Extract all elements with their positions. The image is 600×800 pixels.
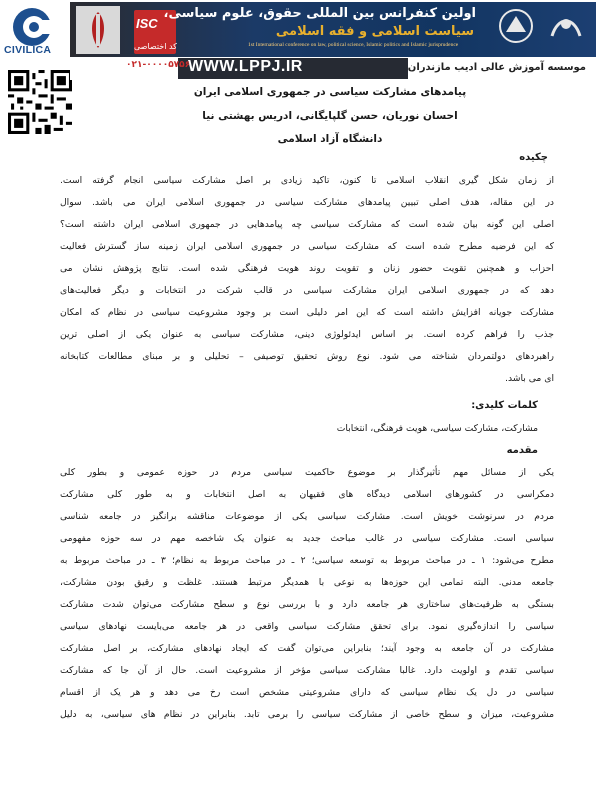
keywords-text: مشارکت، مشارکت سیاسی، هویت فرهنگی، انتخابات	[336, 423, 538, 434]
conference-title-english: 1st International conference on law, political science, Islamic politics and Islamic jurisprudence	[248, 42, 459, 48]
university-emblem-icon	[494, 6, 538, 50]
institute-emblem-icon	[544, 6, 588, 50]
intro-heading: مقدمه	[506, 445, 538, 456]
intro-line: سیاسی در دل یک نظام سیاسی که دارای مشروعیتی مشخص است رخ می دهد و هر یک از اقسام	[60, 687, 554, 698]
intro-line: سیاسی است. مشارکت سیاسی در غالب مباحث جدید به عنوان یک شاخصه مهم در سه حوزه مفهومی	[60, 533, 554, 544]
abstract-line: راهبردهای دولتمردان شناخته می شود. نوع روش تحقیق توصیفی – تحلیلی و بر مبنای مطالعات کتابخانه	[60, 351, 554, 362]
conference-title-line2: سیاست اسلامی و فقه اسلامی	[275, 24, 474, 39]
abstract-line: در این مقاله، هدف اصلی تبیین پیامدهای مشارکت سیاسی در جمهوری اسلامی ایران می باشد. سوال	[60, 197, 554, 208]
abstract-line: احزاب و همچنین تقویت حضور زنان و تقویت روند هویت فرهنگی شده است. نتایج پژوهش نشان می	[60, 263, 554, 274]
intro-line: دمکراسی در کشورهای اسلامی دیدگاه های فقیهان به اصل انتخابات و به طور کلی مشارکت	[60, 489, 554, 500]
intro-line: مشروعیت، میزان و سطح خاصی از مشارکت سیاسی را برمی تابد. بنابراین در نظام های سیاسی، به دلیل	[60, 709, 554, 720]
conference-url[interactable]: WWW.LPPJ.IR	[188, 58, 303, 75]
paper-affiliation: دانشگاه آزاد اسلامی	[277, 133, 383, 145]
intro-line: سیاسی تقدم و اولویت دارد. غالبا مشارکت سیاسی مؤخر از مشروعیت است. حال از آن جا که مشارکت	[60, 665, 554, 676]
intro-line: مردم در سرنوشت خویش است. مشارکت سیاسی یکی از موضوعات مناقشه برانگیز در جامعه شناسی	[60, 511, 554, 522]
intro-line: بستگی به ظرفیت‌های ساختاری هر جامعه دارد و با بررسی نوع و سطح مشارکت می‌توان شدت مشارکت	[60, 599, 554, 610]
intro-line: مطرح می‌شود: ۱ ـ در مباحث مربوط به توسعه سیاسی؛ ۲ ـ در مباحث مربوط به نظام؛ ۳ ـ در مباحث مربوط به	[60, 555, 554, 566]
keywords-list	[337, 418, 538, 440]
paper-title: پیامدهای مشارکت سیاسی در جمهوری اسلامی ایران	[193, 86, 467, 98]
abstract-line: ای می باشد.	[505, 373, 554, 384]
abstract-line: مشارکت جویانه افزایش داشته است که این امر دلیلی است بر وجود مشروعیت سیاسی در نظام که امکان	[60, 307, 554, 318]
paper-authors: احسان نوریان، حسن گلپایگانی، ادریس بهشتی نیا	[202, 110, 458, 122]
iran-emblem-icon	[76, 6, 120, 54]
intro-body	[60, 462, 554, 726]
intro-line: مشارکت در آن جامعه به وجود آیند؛ بنابراین می‌توان گفت که ایجاد نهادهای مشارکت، بر اصل مشارکت	[60, 643, 554, 654]
abstract-body	[60, 170, 554, 390]
abstract-heading: چکیده	[519, 152, 548, 163]
conference-banner[interactable]	[70, 2, 596, 80]
abstract-line: دهد که در جمهوری اسلامی ایران مشارکت سیاسی در قالب شرکت در انتخابات و دیگر فعالیت‌های	[60, 285, 554, 296]
conference-title-line1: اولین کنفرانس بین المللی حقوق، علوم سیاسی،	[163, 6, 476, 21]
abstract-line: از زمان شکل گیری انقلاب اسلامی تا کنون، تاکید زیادی بر اصل مشارکت سیاسی انجام گرفته است.	[60, 175, 554, 186]
keywords-heading: کلمات کلیدی:	[471, 400, 538, 411]
intro-line: سیاسی را اندازه‌گیری نمود. برای تحقق مشارکت سیاسی واقعی در هر جامعه می‌بایست نهادهای سیاسی	[60, 621, 554, 632]
intro-line: جامعه مدنی. البته تمامی این حوزه‌ها به نوعی با همدیگر مرتبط هستند. غلظت و رقیق بودن مشارکت،	[60, 577, 554, 588]
abstract-line: جذب را فراهم کرده است. بر اساس ایدئولوژی دینی، مشارکت سیاسی به عنوان یکی از اصلی ترین	[60, 329, 554, 340]
abstract-line: که این فرضیه مطرح شده است که مشارکت سیاسی در جمهوری اسلامی ایران زمینه ساز گسترش فعالیت	[60, 241, 554, 252]
civilica-wordmark: CIVILICA	[4, 44, 52, 56]
isc-label: ISC	[136, 16, 158, 31]
qr-code-icon[interactable]	[8, 70, 72, 134]
isc-code: کد اختصاصی	[134, 42, 177, 51]
intro-line: یکی از مسائل مهم تأثیرگذار بر موضوع حاکمیت سیاسی مردم در حوزه عمومی و بطور کلی	[60, 467, 554, 478]
abstract-line: اصلی این گونه بیان شده است که مشارکت سیاسی چه پیامدهایی در جمهوری اسلامی ایران داشته است؟	[60, 219, 554, 230]
conference-phone: ۰۲۱-۰۰۰۰۵۷۵۶	[126, 60, 191, 70]
organizer-name: موسسه آموزش عالی ادیب مازندران	[407, 62, 586, 73]
